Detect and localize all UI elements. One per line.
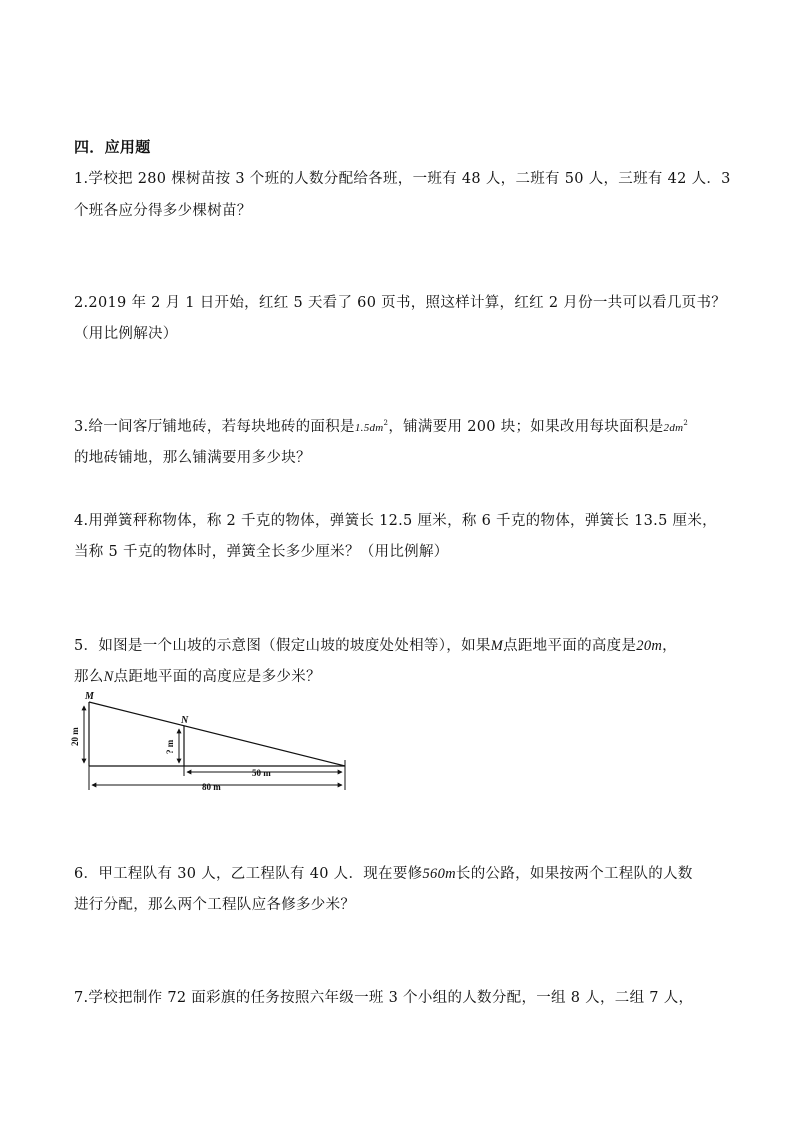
question-5-line-2 — [74, 665, 321, 686]
area-value-1: 1.5dm — [354, 422, 384, 434]
question-5-text-d: 那么 — [74, 669, 104, 685]
diagram-label-n: N — [181, 715, 189, 726]
question-2-line-2: （用比例解决） — [74, 326, 178, 342]
question-6-line-2: 进行分配，那么两个工程队应各修多少米？ — [74, 897, 356, 913]
area-value-2: 2dm — [663, 422, 684, 434]
question-5-text-b: 点距地平面的高度是 — [503, 638, 637, 654]
question-4-line-2: 当称 5 千克的物体时，弹簧全长多少厘米？（用比例解） — [74, 544, 449, 560]
area-superscript-2: 2 — [683, 419, 689, 428]
question-1-line-2: 个班各应分得多少棵树苗？ — [74, 203, 252, 219]
point-m-label: M — [490, 638, 504, 654]
question-3-line-2: 的地砖铺地，那么铺满要用多少块？ — [74, 450, 311, 466]
question-5-line-1 — [74, 634, 677, 655]
height-value: 20m — [636, 638, 663, 654]
diagram-label-distance-long: 80 m — [202, 782, 221, 792]
question-6-text-a: 6．甲工程队有 30 人，乙工程队有 40 人．现在要修 — [74, 866, 423, 882]
diagram-label-height-n: ? m — [165, 739, 175, 754]
question-6-text-b: 长的公路，如果按两个工程队的人数 — [455, 866, 693, 882]
question-6-line-1 — [74, 862, 693, 883]
question-3-text-b: ，铺满要用 200 块；如果改用每块面积是 — [388, 419, 664, 435]
point-n-label: N — [103, 669, 114, 685]
diagram-label-m: M — [85, 691, 94, 702]
slope-diagram — [70, 688, 354, 792]
question-7-line-1: 7.学校把制作 72 面彩旗的任务按照六年级一班 3 个小组的人数分配，一组 8 人，二组 7 人， — [74, 990, 694, 1006]
diagram-label-height-m: 20 m — [70, 727, 80, 746]
question-4-line-1: 4.用弹簧秤称物体，称 2 千克的物体，弹簧长 12.5 厘米，称 6 千克的物体，弹簧长 13.5 厘米， — [74, 513, 717, 529]
question-3-text-a: 3.给一间客厅铺地砖，若每块地砖的面积是 — [74, 419, 355, 435]
question-5-text-a: 5．如图是一个山坡的示意图（假定山坡的坡度处处相等），如果 — [74, 638, 491, 654]
section-heading: 四．应用题 — [74, 138, 151, 156]
question-3-line-1 — [74, 415, 688, 436]
area-superscript-1: 2 — [383, 419, 389, 428]
diagram-label-distance-short: 50 m — [252, 768, 271, 778]
question-1-line-1: 1.学校把 280 棵树苗按 3 个班的人数分配给各班，一班有 48 人，二班有 50 人，三班有 42 人．3 — [74, 171, 731, 187]
slope-line — [89, 702, 345, 766]
question-2-line-1: 2.2019 年 2 月 1 日开始，红红 5 天看了 60 页书，照这样计算，红红 2 月份一共可以看几页书？ — [74, 295, 727, 311]
question-5-text-c: ， — [662, 638, 677, 654]
question-5-text-e: 点距地平面的高度应是多少米？ — [113, 669, 321, 685]
road-length-value: 560m — [422, 866, 456, 882]
